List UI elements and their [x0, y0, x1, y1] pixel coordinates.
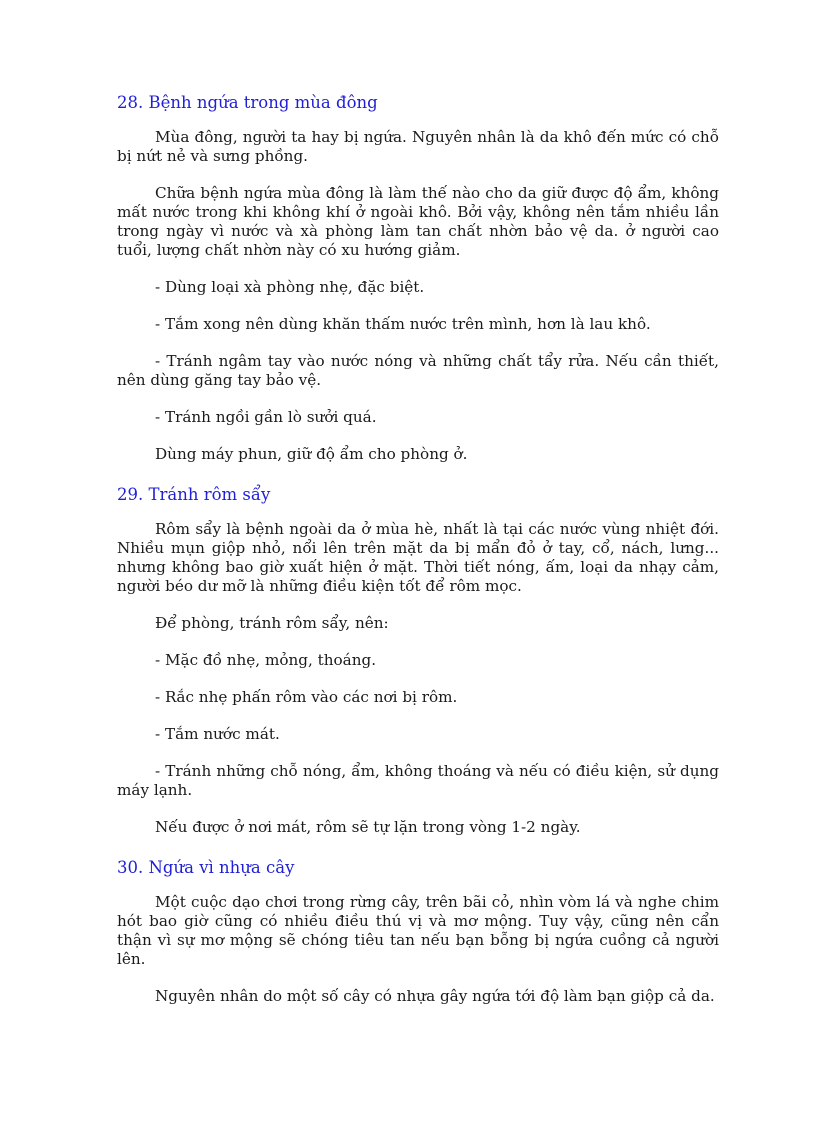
- paragraph: - Tránh ngâm tay vào nước nóng và những chất tẩy rửa. Nếu cần thiết, nên dùng găng tay bảo vệ.: [117, 352, 719, 389]
- paragraph: Dùng máy phun, giữ độ ẩm cho phòng ở.: [155, 445, 468, 463]
- section-28: [117, 92, 719, 464]
- paragraph: - Tắm nước mát.: [155, 725, 280, 743]
- section-30: [117, 857, 719, 1006]
- paragraph: - Tránh ngồi gần lò sưởi quá.: [155, 408, 377, 426]
- document-page: [117, 92, 719, 1026]
- paragraph: Một cuộc dạo chơi trong rừng cây, trên bãi cỏ, nhìn vòm lá và nghe chim hót bao giờ cũng có nhiều điều thú vị và mơ mộng. Tuy vậy, cũng nên cẩn thận vì sự mơ mộng sẽ chóng tiêu tan nếu bạn bỗng bị ngứa cuồng cả người lên.: [117, 893, 719, 968]
- paragraph: Nếu được ở nơi mát, rôm sẽ tự lặn trong vòng 1-2 ngày.: [155, 818, 581, 836]
- section-29: [117, 484, 719, 837]
- paragraph: Để phòng, tránh rôm sẩy, nên:: [155, 614, 389, 632]
- section-title: 29. Tránh rôm sẩy: [117, 485, 271, 504]
- section-title: 30. Ngứa vì nhựa cây: [117, 858, 295, 877]
- section-title: 28. Bệnh ngứa trong mùa đông: [117, 93, 378, 112]
- paragraph: - Dùng loại xà phòng nhẹ, đặc biệt.: [155, 278, 425, 296]
- paragraph: Chữa bệnh ngứa mùa đông là làm thế nào cho da giữ được độ ẩm, không mất nước trong khi không khí ở ngoài khô. Bởi vậy, không nên tắm nhiều lần trong ngày vì nước và xà phòng làm tan chất nhờn bảo vệ da. ở người cao tuổi, lượng chất nhờn này có xu hướng giảm.: [117, 184, 719, 259]
- paragraph: - Tránh những chỗ nóng, ẩm, không thoáng và nếu có điều kiện, sử dụng máy lạnh.: [117, 762, 719, 799]
- paragraph: Mùa đông, người ta hay bị ngứa. Nguyên nhân là da khô đến mức có chỗ bị nứt nẻ và sưng phồng.: [117, 128, 719, 165]
- paragraph: Rôm sẩy là bệnh ngoài da ở mùa hè, nhất là tại các nước vùng nhiệt đới. Nhiều mụn giộp nhỏ, nổi lên trên mặt da bị mẩn đỏ ở tay, cổ, nách, lưng... nhưng không bao giờ xuất hiện ở mặt. Thời tiết nóng, ấm, loại da nhạy cảm, người béo dư mỡ là những điều kiện tốt để rôm mọc.: [117, 520, 719, 595]
- paragraph: - Rắc nhẹ phấn rôm vào các nơi bị rôm.: [155, 688, 458, 706]
- paragraph: - Tắm xong nên dùng khăn thấm nước trên mình, hơn là lau khô.: [155, 315, 651, 333]
- paragraph: - Mặc đồ nhẹ, mỏng, thoáng.: [155, 651, 377, 669]
- paragraph: Nguyên nhân do một số cây có nhựa gây ngứa tới độ làm bạn giộp cả da.: [155, 987, 715, 1005]
